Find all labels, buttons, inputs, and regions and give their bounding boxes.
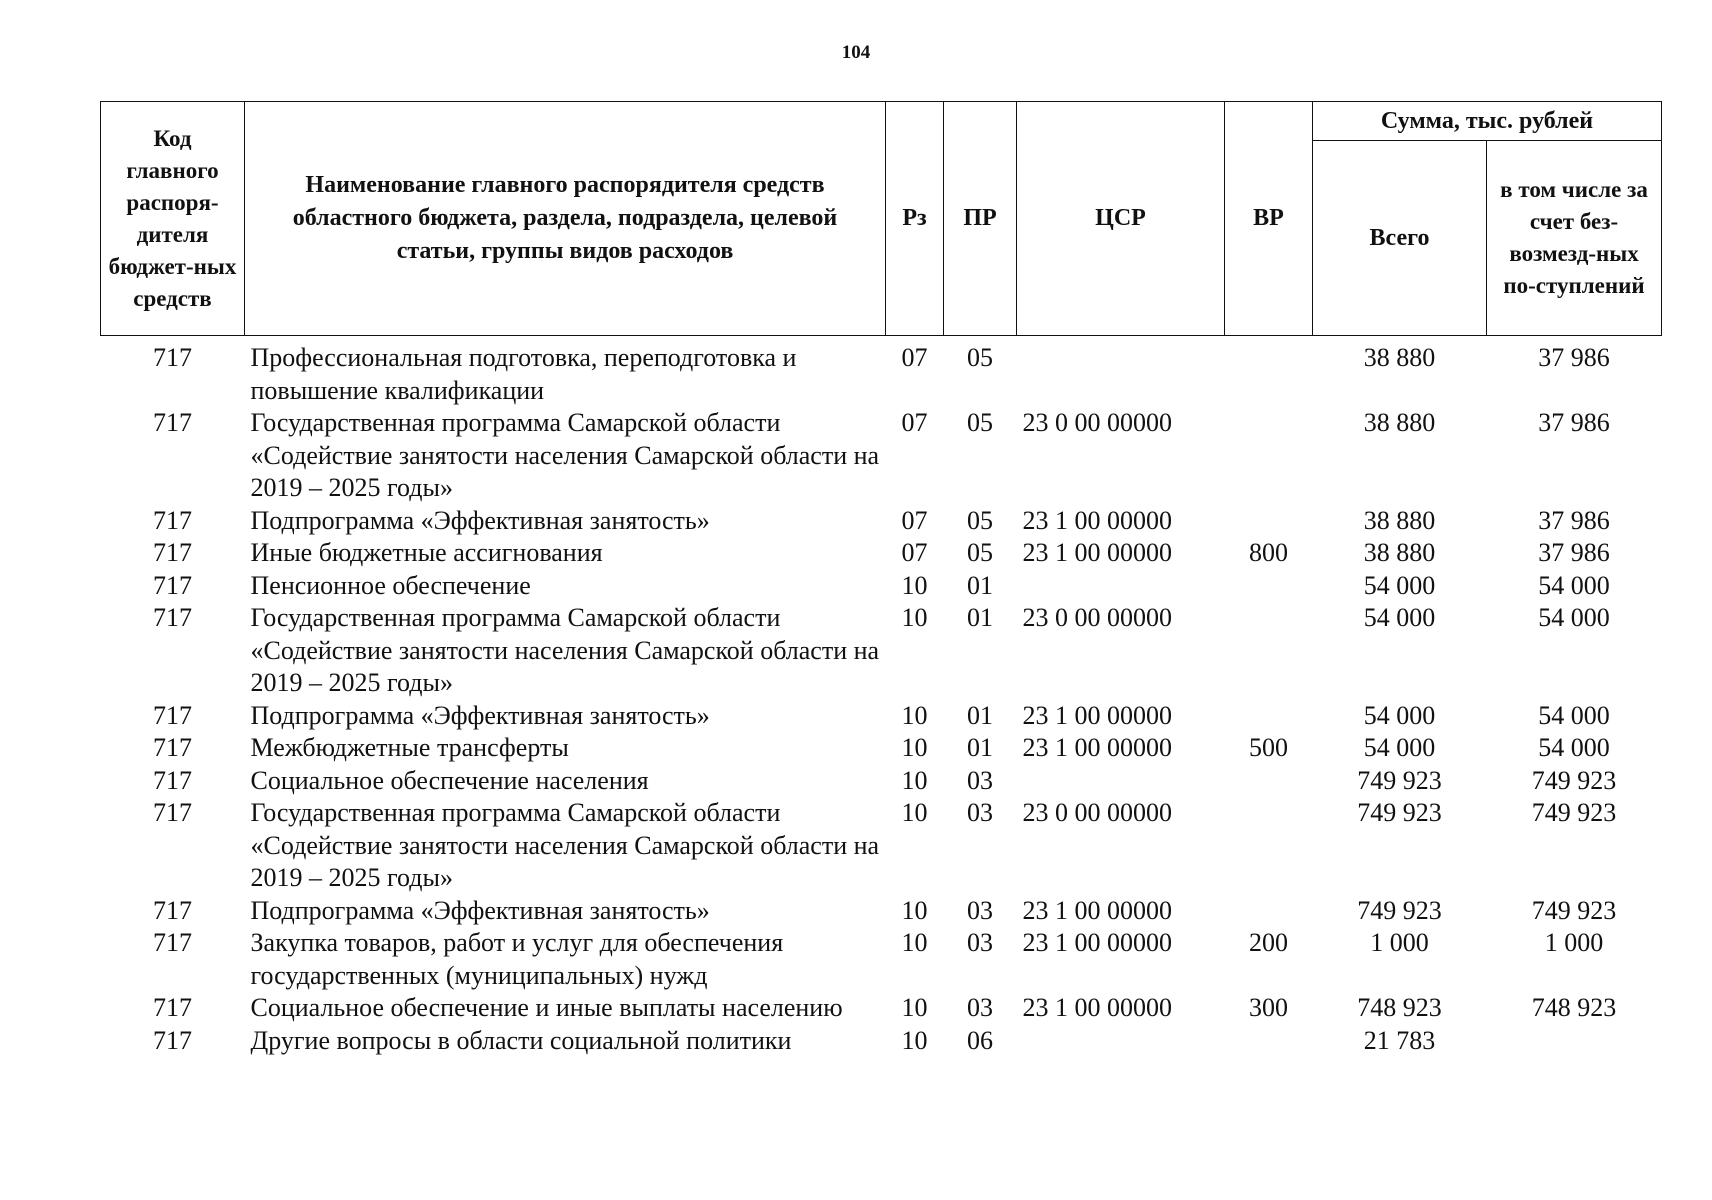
header-rz: Рз xyxy=(886,102,944,336)
cell-csr: 23 1 00 00000 xyxy=(1022,895,1172,925)
cell-csr xyxy=(1017,1025,1225,1058)
cell-vr xyxy=(1225,602,1313,700)
header-csr: ЦСР xyxy=(1017,102,1225,336)
cell-vr xyxy=(1225,336,1313,408)
cell-pr: 03 xyxy=(967,928,993,957)
cell-vr xyxy=(1225,895,1313,928)
header-name: Наименование главного распорядителя средств областного бюджета, раздела, подраздела, целевой статьи, группы видов расходов xyxy=(245,102,886,336)
cell-vr: 500 xyxy=(1249,733,1288,762)
cell-free: 54 000 xyxy=(1538,733,1610,762)
header-sum-group: Сумма, тыс. рублей xyxy=(1313,102,1662,141)
header-total: Всего xyxy=(1313,141,1487,336)
cell-name: Социальное обеспечение и иные выплаты населению xyxy=(250,993,843,1022)
cell-total: 38 880 xyxy=(1363,343,1436,372)
cell-pr: 05 xyxy=(967,343,993,372)
cell-vr xyxy=(1225,765,1313,798)
cell-rz: 10 xyxy=(901,1025,928,1055)
cell-free: 37 986 xyxy=(1538,505,1610,535)
cell-pr: 05 xyxy=(967,408,993,437)
cell-free: 37 986 xyxy=(1538,343,1610,372)
cell-code: 717 xyxy=(153,993,192,1022)
cell-code: 717 xyxy=(153,928,192,957)
cell-name: Государственная программа Самарской области «Содействие занятости населения Самарской области на 2019 – 2025 годы» xyxy=(250,408,880,502)
table-row xyxy=(101,700,1662,733)
cell-total: 38 880 xyxy=(1363,505,1436,535)
cell-pr: 05 xyxy=(967,505,993,535)
cell-csr: 23 0 00 00000 xyxy=(1022,603,1172,632)
cell-csr: 23 1 00 00000 xyxy=(1022,993,1172,1022)
table-row xyxy=(101,336,1662,408)
cell-csr: 23 1 00 00000 xyxy=(1022,733,1172,762)
table-row xyxy=(101,570,1662,603)
cell-rz: 10 xyxy=(901,993,928,1022)
cell-name: Государственная программа Самарской области «Содействие занятости населения Самарской области на 2019 – 2025 годы» xyxy=(250,798,880,892)
cell-rz: 07 xyxy=(901,408,928,437)
table-row xyxy=(101,797,1662,895)
cell-pr: 03 xyxy=(967,895,993,925)
cell-csr: 23 1 00 00000 xyxy=(1022,505,1172,535)
cell-csr: 23 1 00 00000 xyxy=(1022,928,1172,957)
cell-total: 54 000 xyxy=(1363,603,1436,632)
cell-code: 717 xyxy=(153,570,192,600)
cell-free: 54 000 xyxy=(1538,603,1610,632)
cell-free: 749 923 xyxy=(1531,765,1617,795)
cell-csr xyxy=(1017,570,1225,603)
cell-code: 717 xyxy=(153,895,192,925)
cell-name: Пенсионное обеспечение xyxy=(250,570,531,600)
cell-csr: 23 0 00 00000 xyxy=(1022,798,1172,827)
cell-pr: 01 xyxy=(967,570,993,600)
cell-code: 717 xyxy=(153,798,192,827)
cell-vr xyxy=(1225,505,1313,538)
cell-pr: 01 xyxy=(967,700,993,730)
cell-code: 717 xyxy=(153,765,192,795)
cell-pr: 01 xyxy=(967,733,993,762)
cell-vr xyxy=(1225,407,1313,505)
cell-csr: 23 1 00 00000 xyxy=(1022,538,1172,567)
cell-vr: 800 xyxy=(1249,538,1288,567)
cell-name: Подпрограмма «Эффективная занятость» xyxy=(250,895,710,925)
cell-code: 717 xyxy=(153,505,192,535)
header-free: в том числе за счет без-возмезд-ных по-ступлений xyxy=(1487,141,1662,336)
cell-name: Государственная программа Самарской области «Содействие занятости населения Самарской области на 2019 – 2025 годы» xyxy=(250,603,880,697)
cell-rz: 10 xyxy=(901,603,928,632)
cell-csr: 23 0 00 00000 xyxy=(1022,408,1172,437)
cell-total: 1 000 xyxy=(1370,928,1429,957)
page-number: 104 xyxy=(841,42,871,63)
cell-free: 54 000 xyxy=(1538,700,1610,730)
cell-vr xyxy=(1225,570,1313,603)
cell-rz: 10 xyxy=(901,700,928,730)
header-vr: ВР xyxy=(1225,102,1313,336)
cell-free: 749 923 xyxy=(1531,895,1617,925)
cell-free: 748 923 xyxy=(1531,993,1617,1022)
cell-vr: 200 xyxy=(1249,928,1288,957)
table-row xyxy=(101,1025,1662,1058)
cell-total: 54 000 xyxy=(1363,700,1436,730)
cell-name: Закупка товаров, работ и услуг для обеспечения государственных (муниципальных) нужд xyxy=(250,928,784,990)
cell-total: 749 923 xyxy=(1357,798,1442,827)
cell-name: Подпрограмма «Эффективная занятость» xyxy=(250,700,710,730)
cell-csr xyxy=(1017,336,1225,408)
table-row xyxy=(101,732,1662,765)
cell-rz: 10 xyxy=(901,733,928,762)
cell-free: 37 986 xyxy=(1538,408,1610,437)
cell-free: 1 000 xyxy=(1544,928,1604,957)
cell-rz: 07 xyxy=(901,343,928,372)
cell-rz: 10 xyxy=(901,570,928,600)
cell-total: 38 880 xyxy=(1363,538,1436,567)
header-pr: ПР xyxy=(944,102,1017,336)
cell-pr: 03 xyxy=(967,765,993,795)
table-row xyxy=(101,537,1662,570)
cell-code: 717 xyxy=(153,538,192,567)
cell-code: 717 xyxy=(153,603,192,632)
cell-name: Другие вопросы в области социальной политики xyxy=(250,1025,792,1055)
cell-name: Социальное обеспечение населения xyxy=(250,765,649,795)
table-row xyxy=(101,765,1662,798)
table-body xyxy=(101,336,1662,1058)
cell-code: 717 xyxy=(153,733,192,762)
cell-pr: 06 xyxy=(967,1025,993,1055)
cell-code: 717 xyxy=(153,343,192,372)
cell-vr xyxy=(1225,700,1313,733)
table-row xyxy=(101,992,1662,1025)
cell-total: 54 000 xyxy=(1363,570,1436,600)
cell-rz: 07 xyxy=(901,538,928,567)
header-code: Код главного распоря-дителя бюджет-ных средств xyxy=(101,102,245,336)
cell-total: 748 923 xyxy=(1357,993,1442,1022)
cell-csr: 23 1 00 00000 xyxy=(1022,700,1172,730)
cell-free xyxy=(1487,1025,1662,1058)
cell-csr xyxy=(1017,765,1225,798)
table-row xyxy=(101,895,1662,928)
cell-code: 717 xyxy=(153,700,192,730)
cell-pr: 01 xyxy=(967,603,993,632)
cell-vr xyxy=(1225,797,1313,895)
cell-pr: 03 xyxy=(967,798,993,827)
budget-table xyxy=(100,101,1662,1057)
table-row xyxy=(101,407,1662,505)
cell-name: Межбюджетные трансферты xyxy=(250,733,569,762)
cell-name: Иные бюджетные ассигнования xyxy=(250,538,603,567)
table-row xyxy=(101,505,1662,538)
table-header xyxy=(101,102,1662,336)
cell-total: 21 783 xyxy=(1363,1025,1436,1055)
cell-rz: 10 xyxy=(901,895,928,925)
cell-code: 717 xyxy=(153,1025,192,1055)
cell-free: 37 986 xyxy=(1538,538,1610,567)
cell-vr: 300 xyxy=(1249,993,1288,1022)
cell-rz: 10 xyxy=(901,928,928,957)
cell-name: Профессиональная подготовка, переподготовка и повышение квалификации xyxy=(250,343,797,405)
cell-free: 749 923 xyxy=(1531,798,1617,827)
cell-total: 749 923 xyxy=(1357,895,1442,925)
cell-rz: 07 xyxy=(901,505,928,535)
cell-name: Подпрограмма «Эффективная занятость» xyxy=(250,505,710,535)
cell-rz: 10 xyxy=(901,798,928,827)
cell-vr xyxy=(1225,1025,1313,1058)
cell-pr: 05 xyxy=(967,538,993,567)
cell-total: 749 923 xyxy=(1357,765,1442,795)
cell-free: 54 000 xyxy=(1538,570,1610,600)
cell-rz: 10 xyxy=(901,765,928,795)
table-row xyxy=(101,602,1662,700)
cell-total: 38 880 xyxy=(1363,408,1436,437)
cell-total: 54 000 xyxy=(1363,733,1436,762)
cell-pr: 03 xyxy=(967,993,993,1022)
table-row xyxy=(101,927,1662,992)
cell-code: 717 xyxy=(153,408,192,437)
